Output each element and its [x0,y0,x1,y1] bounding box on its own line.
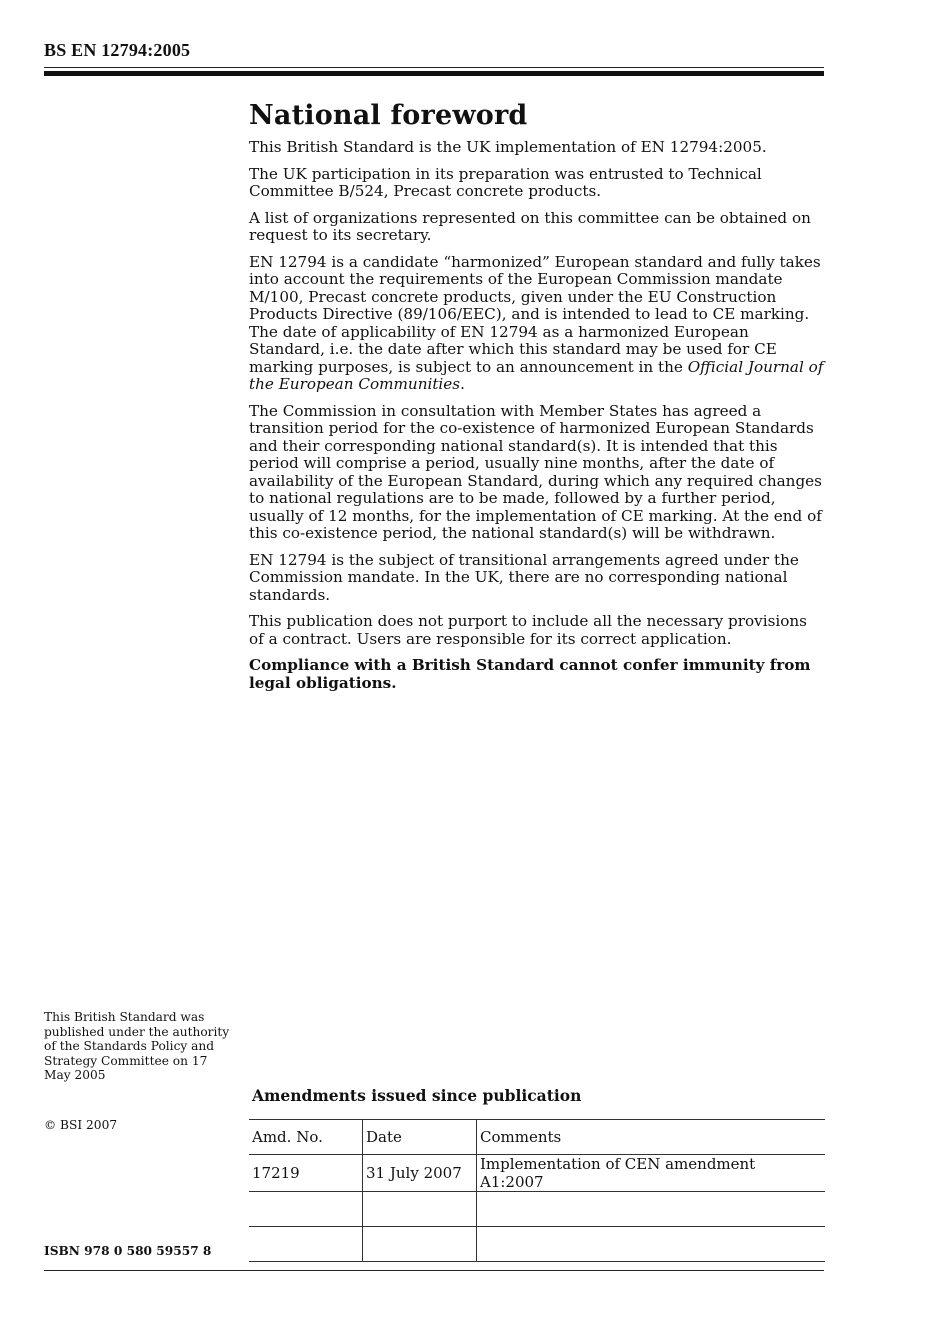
table-row [249,1155,825,1192]
paragraph-committee: The UK participation in its preparation was entrusted to Technical Committee B/524, Precast concrete products. [249,164,762,200]
column-header-comments: Comments [477,1120,826,1155]
amendments-title: Amendments issued since publication [252,1086,582,1105]
document-id: BS EN 12794:2005 [44,40,191,60]
cell-amd-no [249,1227,363,1262]
copyright: © BSI 2007 [44,1118,118,1132]
publication-note: This British Standard was published under the authority of the Standards Policy and Strategy Committee on 17 May 2005 [44,1010,230,1083]
table-row [249,1192,825,1227]
paragraph-implementation: This British Standard is the UK implementation of EN 12794:2005. [249,138,767,156]
foreword-title: National foreword [249,100,528,131]
cell-date: 31 July 2007 [363,1155,477,1192]
table-header-row [249,1120,825,1155]
journal-title: Official Journal of the European Communities [249,357,824,393]
paragraph-harmonized [249,254,824,394]
paragraph-provisions: This publication does not purport to include all the necessary provisions of a contract. Users are responsible for its correct application. [249,612,807,648]
cell-date [363,1227,477,1262]
cell-amd-no [249,1192,363,1227]
cell-date [363,1192,477,1227]
paragraph-transition: The Commission in consultation with Member States has agreed a transition period for the co-existence of harmonized European Standards and their corresponding national standard(s). It is intended that this period will comprise a period, usually nine months, after the date of availability of the European Standard, during which any required changes to national regulations are to be made, followed by a further period, usually of 12 months, for the implementation of CE marking. At the end of this co-existence period, the national standard(s) will be withdrawn. [249,401,822,542]
column-header-amd-no: Amd. No. [249,1120,363,1155]
amendments-table [249,1119,825,1262]
harmonized-text: EN 12794 is a candidate “harmonized” European standard and fully takes into account the requirements of the European Commission mandate M/100, Precast concrete products, given under the EU Construction Products Directive (89/106/EEC), and is intended to lead to CE marking. The date of applicability of EN 12794 as a harmonized European Standard, i.e. the date after which this standard may be used for CE marking purposes, is subject to an announcement in the [249,252,821,376]
cell-comments [477,1227,826,1262]
header-rule-thick [44,71,824,76]
cell-comments: Implementation of CEN amendment A1:2007 [477,1155,826,1192]
header-rule-thin [44,67,824,68]
foreword-section [249,100,824,701]
isbn: ISBN 978 0 580 59557 8 [44,1244,212,1258]
column-header-date: Date [363,1120,477,1155]
paragraph-compliance: Compliance with a British Standard cannot confer immunity from legal obligations. [249,656,811,692]
footer-rule [44,1270,824,1271]
paragraph-organizations: A list of organizations represented on this committee can be obtained on request to its secretary. [249,208,811,244]
cell-amd-no: 17219 [249,1155,363,1192]
table-row [249,1227,825,1262]
cell-comments [477,1192,826,1227]
harmonized-end: . [460,375,465,393]
paragraph-transitional: EN 12794 is the subject of transitional arrangements agreed under the Commission mandate. In the UK, there are no corresponding national standards. [249,550,799,604]
